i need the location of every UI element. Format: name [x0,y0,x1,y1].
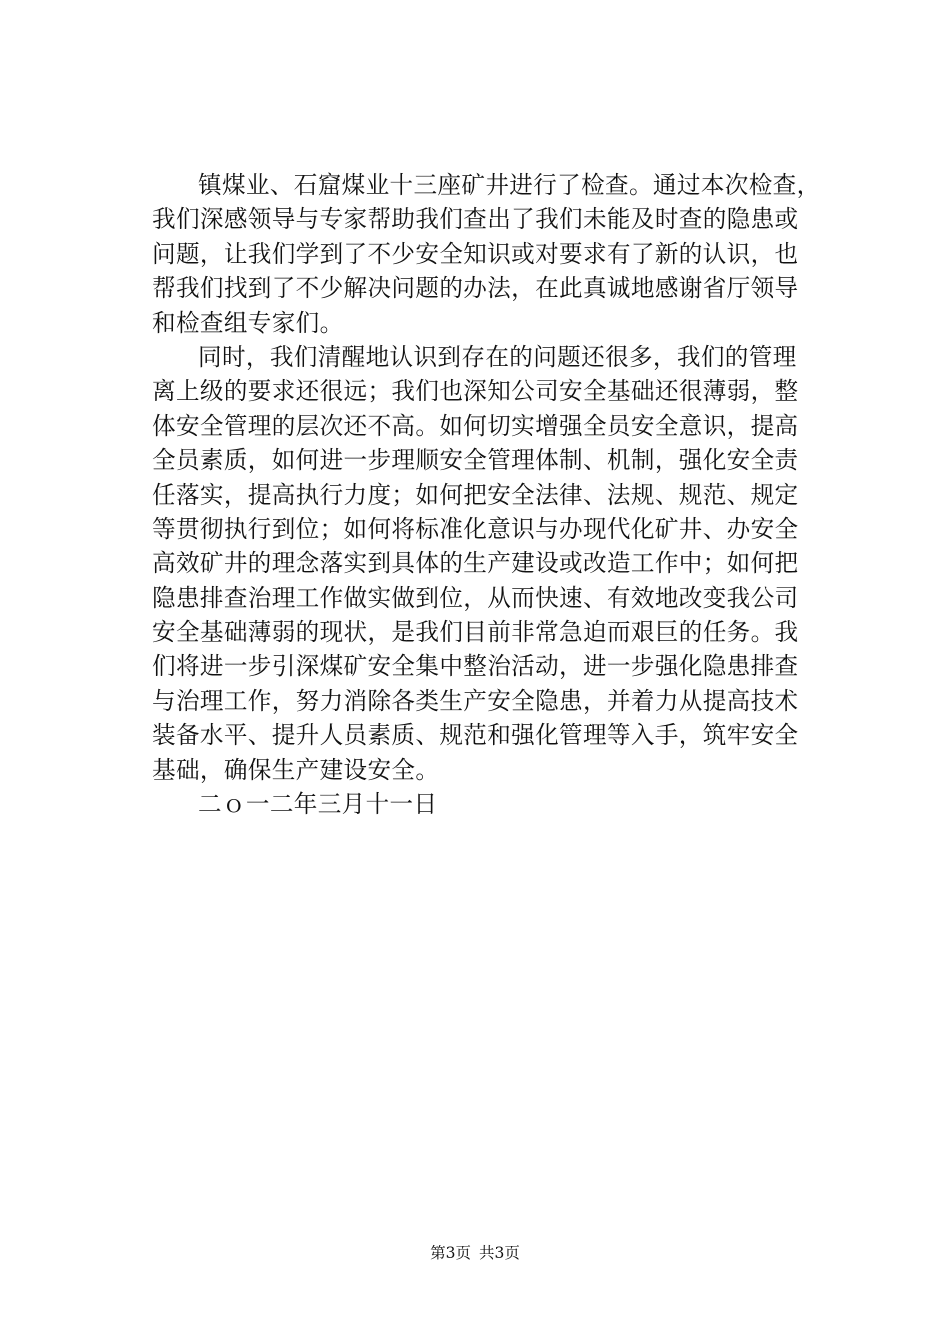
document-date: 二ｏ一二年三月十一日 [198,790,438,819]
paragraph-line: 任落实，提高执行力度；如何把安全法律、法规、规范、规定 [152,480,799,509]
paragraph-line: 基础，确保生产建设安全。 [152,755,440,784]
paragraph-line: 装备水平、提升人员素质、规范和强化管理等入手，筑牢安全 [152,721,799,750]
paragraph-line: 与治理工作，努力消除各类生产安全隐患，并着力从提高技术 [152,686,799,715]
paragraph-line: 隐患排查治理工作做实做到位，从而快速、有效地改变我公司 [152,583,799,612]
paragraph-line: 高效矿井的理念落实到具体的生产建设或改造工作中；如何把 [152,549,799,578]
page-total: 共3页 [479,1244,520,1262]
page-number: 第3页 [430,1244,471,1262]
document-body [152,168,821,821]
paragraph-line: 同时，我们清醒地认识到存在的问题还很多，我们的管理 [198,342,797,371]
paragraph-line: 帮我们找到了不少解决问题的办法，在此真诚地感谢省厅领导 [152,274,799,303]
paragraph-line: 我们深感领导与专家帮助我们查出了我们未能及时查的隐患或 [152,205,799,234]
paragraph-line: 和检查组专家们。 [152,308,344,337]
paragraph-line: 镇煤业、石窟煤业十三座矿井进行了检查。通过本次检查， [198,171,821,199]
paragraph-line: 离上级的要求还很远；我们也深知公司安全基础还很薄弱，整 [152,377,799,406]
paragraph-line: 全员素质，如何进一步理顺安全管理体制、机制，强化安全责 [152,446,799,475]
paragraph-line: 安全基础薄弱的现状，是我们目前非常急迫而艰巨的任务。我 [152,618,799,647]
paragraph-line: 体安全管理的层次还不高。如何切实增强全员安全意识，提高 [152,411,799,440]
paragraph-line: 们将进一步引深煤矿安全集中整治活动，进一步强化隐患排查 [152,652,799,681]
paragraph-line: 等贯彻执行到位；如何将标准化意识与办现代化矿井、办安全 [152,514,799,543]
page-footer [0,1243,950,1263]
paragraph-line: 问题，让我们学到了不少安全知识或对要求有了新的认识，也 [152,239,799,268]
